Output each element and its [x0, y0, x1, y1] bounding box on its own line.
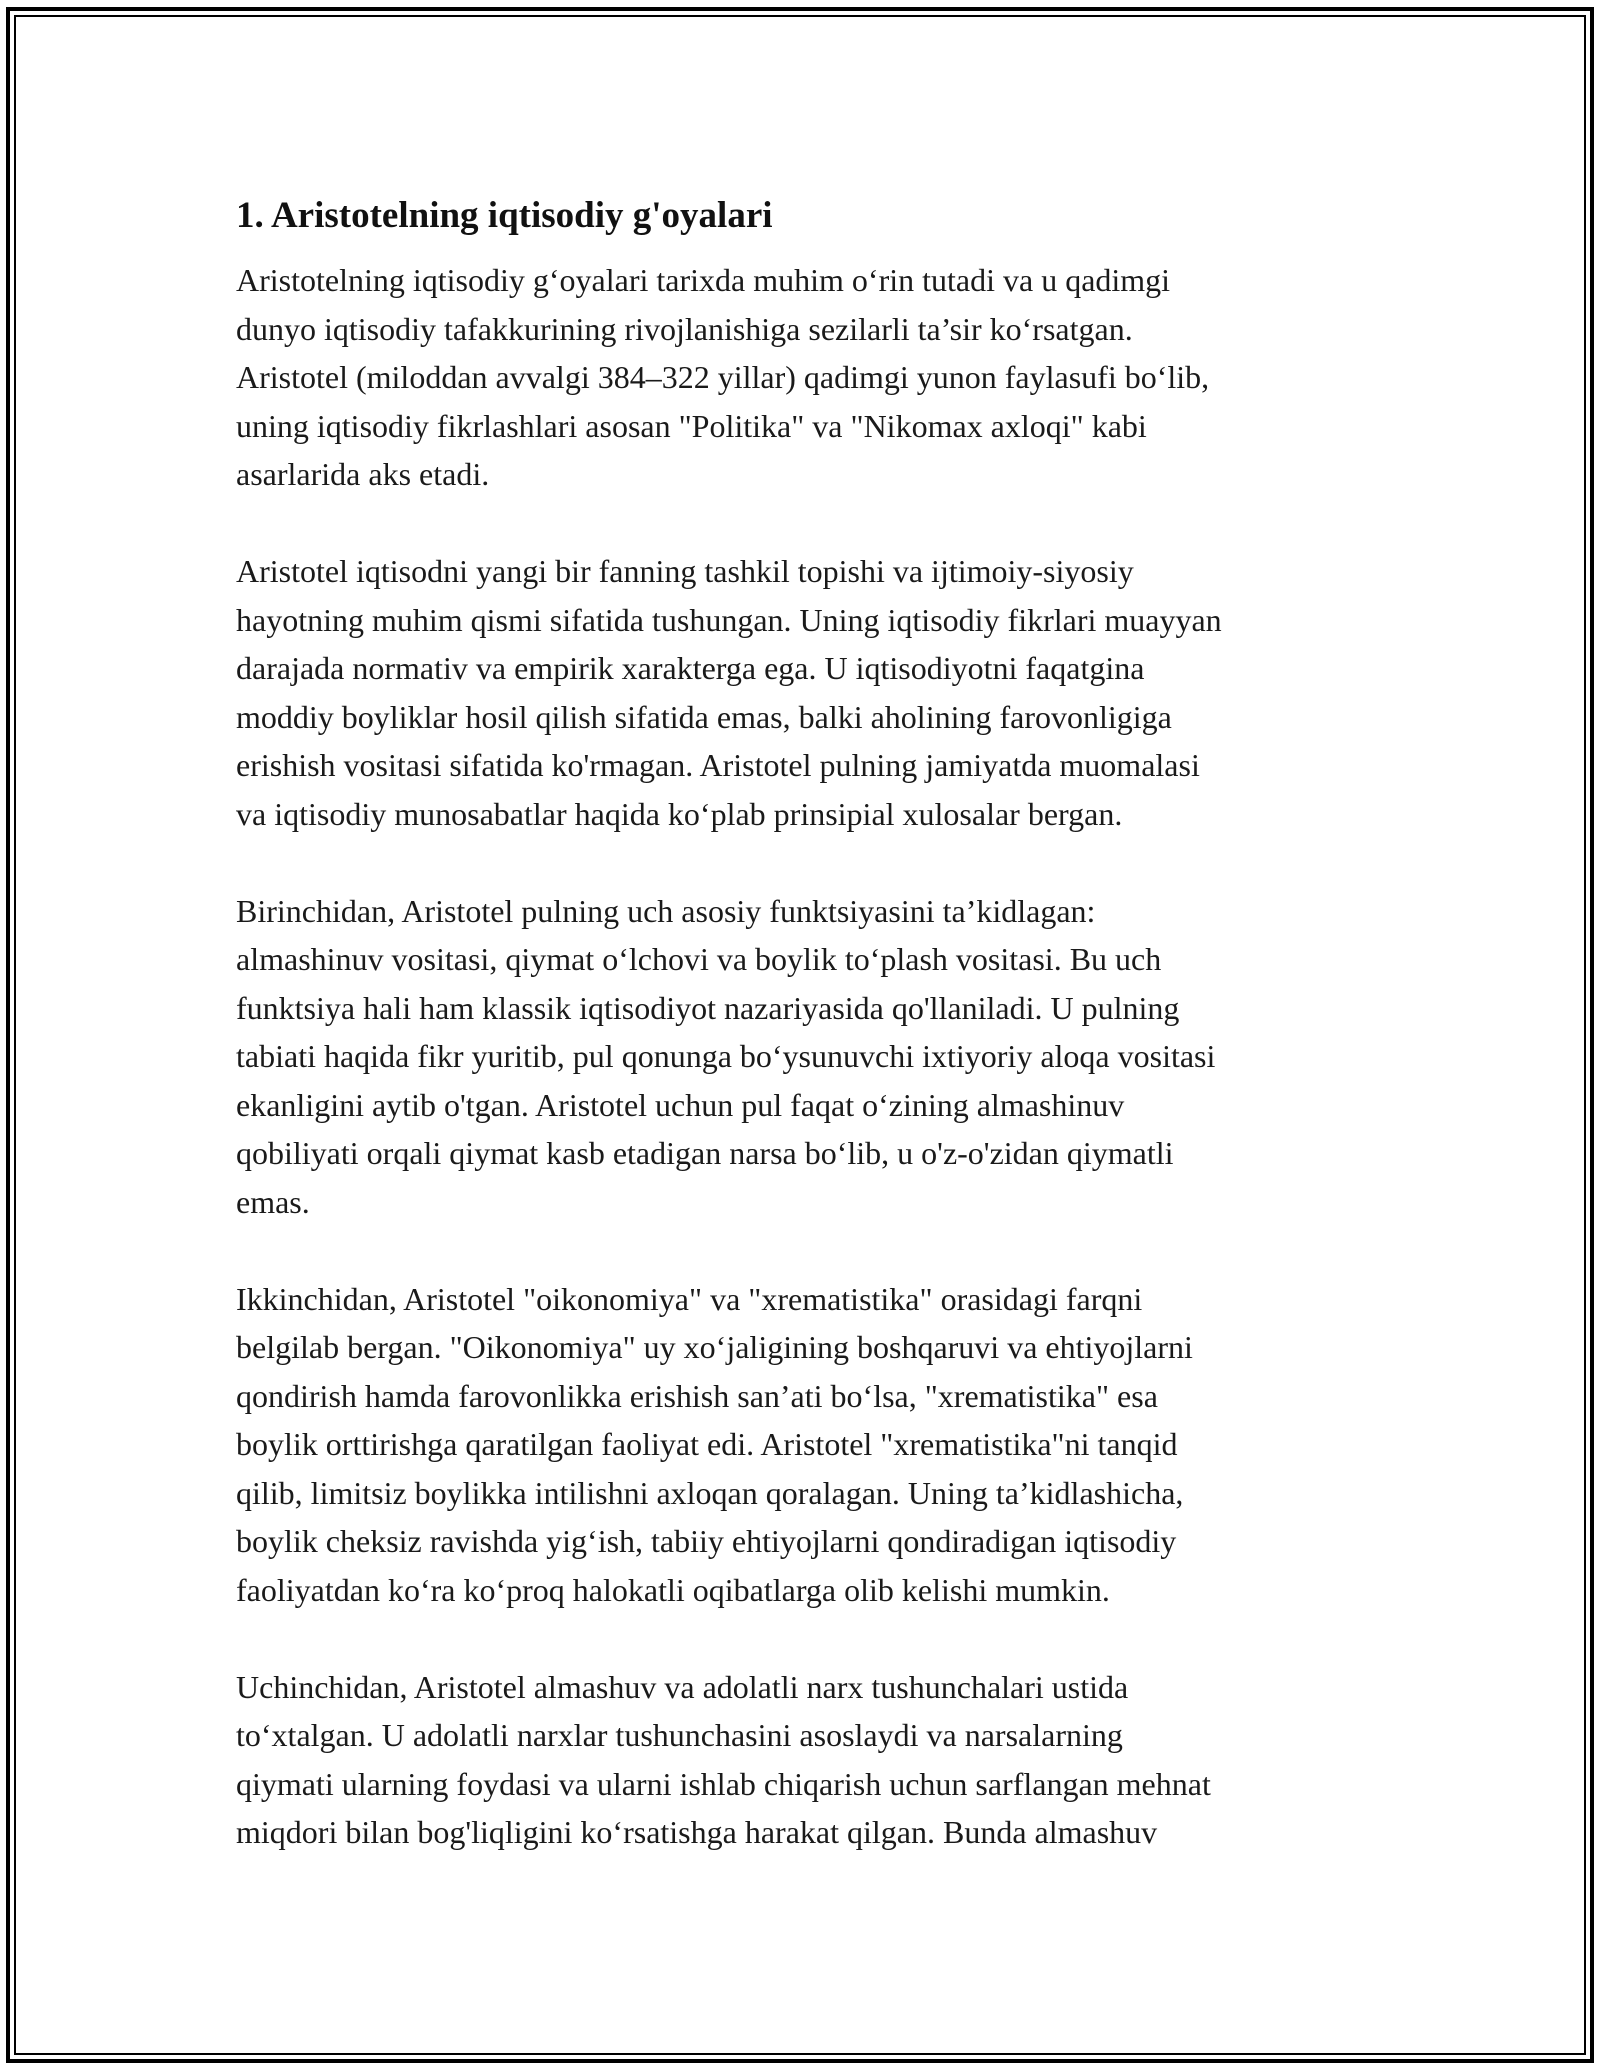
section-heading: 1. Aristotelning iqtisodiy g'oyalari	[236, 195, 773, 236]
paragraph	[236, 887, 1376, 1227]
text-line: belgilab bergan. "Oikonomiya" uy xo‘jaligining boshqaruvi va ehtiyojlarni	[236, 1329, 1193, 1365]
text-line: boylik orttirishga qaratilgan faoliyat edi. Aristotel "xrematistika"ni tanqid	[236, 1426, 1178, 1462]
text-line: hayotning muhim qismi sifatida tushungan. Uning iqtisodiy fikrlari muayyan	[236, 601, 1222, 638]
text-line: boylik cheksiz ravishda yig‘ish, tabiiy ehtiyojlarni qondiradigan iqtisodiy	[236, 1523, 1177, 1559]
text-line: almashinuv vositasi, qiymat o‘lchovi va boylik to‘plash vositasi. Bu uch	[236, 941, 1162, 977]
text-line: moddiy boyliklar hosil qilish sifatida emas, balki aholining farovonligiga	[236, 698, 1172, 735]
document-body	[236, 186, 1376, 1905]
text-line: dunyo iqtisodiy tafakkurining rivojlanishiga sezilarli ta’sir ko‘rsatgan.	[236, 310, 1133, 347]
text-line: miqdori bilan bog'liqligini ko‘rsatishga harakat qilgan. Bunda almashuv	[236, 1814, 1158, 1850]
paragraph	[236, 256, 1376, 499]
text-line: Birinchidan, Aristotel pulning uch asosiy funktsiyasini ta’kidlagan:	[236, 892, 1096, 929]
text-line: Aristotel iqtisodni yangi bir fanning tashkil topishi va ijtimoiy-siyosiy	[236, 553, 1134, 589]
text-line: Aristotelning iqtisodiy g‘oyalari tarixda muhim o‘rin tutadi va u qadimgi	[236, 262, 1171, 298]
text-line: to‘xtalgan. U adolatli narxlar tushunchasini asoslaydi va narsalarning	[236, 1717, 1123, 1753]
text-line: asarlarida aks etadi.	[236, 456, 490, 492]
text-line: qobiliyati orqali qiymat kasb etadigan narsa bo‘lib, u o'z-o'zidan qiymatli	[236, 1135, 1174, 1171]
text-line: Uchinchidan, Aristotel almashuv va adolatli narx tushunchalari ustida	[236, 1668, 1129, 1705]
text-line: va iqtisodiy munosabatlar haqida ko‘plab prinsipial xulosalar bergan.	[236, 795, 1123, 832]
text-line: tabiati haqida fikr yuritib, pul qonunga bo‘ysunuvchi ixtiyoriy aloqa vositasi	[236, 1038, 1216, 1074]
text-line: uning iqtisodiy fikrlashlari asosan "Politika" va "Nikomax axloqi" kabi	[236, 407, 1147, 444]
text-line: qondirish hamda farovonlikka erishish san’ati bo‘lsa, "xrematistika" esa	[236, 1377, 1158, 1414]
paragraph	[236, 1275, 1376, 1615]
text-line: ekanligini aytib o'tgan. Aristotel uchun pul faqat o‘zining almashinuv	[236, 1086, 1125, 1123]
paragraph	[236, 1663, 1376, 1857]
text-line: qiymati ularning foydasi va ularni ishlab chiqarish uchun sarflangan mehnat	[236, 1765, 1211, 1802]
text-line: faoliyatdan ko‘ra ko‘proq halokatli oqibatlarga olib kelishi mumkin.	[236, 1571, 1110, 1608]
text-line: qilib, limitsiz boylikka intilishni axloqan qoralagan. Uning ta’kidlashicha,	[236, 1474, 1184, 1511]
paragraphs-container	[236, 256, 1376, 1857]
text-line: emas.	[236, 1183, 310, 1220]
text-line: funktsiya hali ham klassik iqtisodiyot nazariyasida qo'llaniladi. U pulning	[236, 989, 1180, 1026]
text-line: erishish vositasi sifatida ko'rmagan. Aristotel pulning jamiyatda muomalasi	[236, 747, 1200, 783]
text-line: Ikkinchidan, Aristotel "oikonomiya" va "xrematistika" orasidagi farqni	[236, 1280, 1143, 1317]
text-line: Aristotel (miloddan avvalgi 384–322 yillar) qadimgi yunon faylasufi bo‘lib,	[236, 359, 1210, 395]
text-line: darajada normativ va empirik xarakterga ega. U iqtisodiyotni faqatgina	[236, 650, 1145, 686]
paragraph	[236, 547, 1376, 838]
